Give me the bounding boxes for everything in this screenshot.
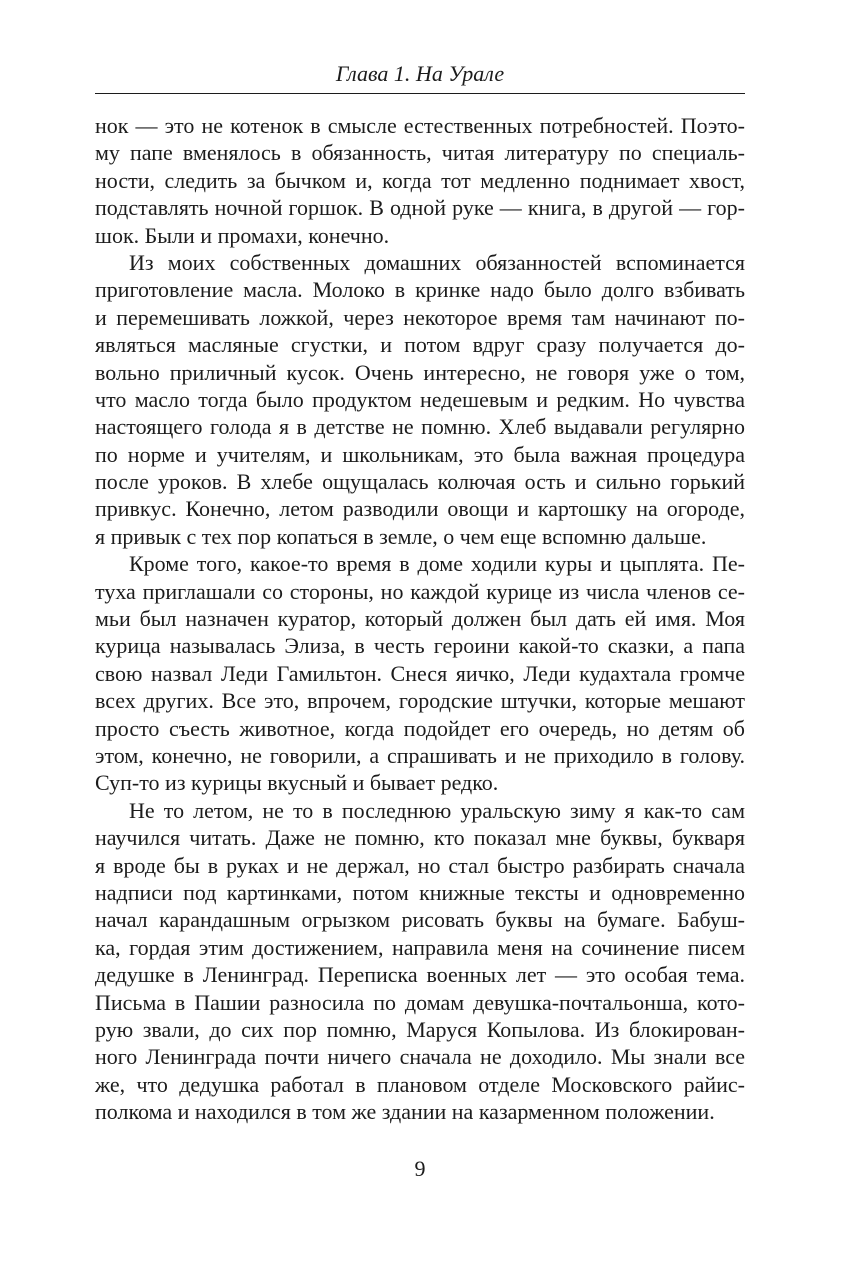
text-line: курица называлась Элиза, в честь героини какой-то сказки, а папа bbox=[95, 633, 745, 659]
text-line: я привык с тех пор копаться в земле, о чем еще вспомню дальше. bbox=[95, 523, 707, 549]
text-line: что масло тогда было продуктом недешевым и редким. Но чувства bbox=[95, 386, 745, 412]
text-line: и перемешивать ложкой, через некоторое время там начинают по- bbox=[95, 304, 745, 330]
text-line: ного Ленинграда почти ничего сначала не доходило. Мы знали все bbox=[95, 1044, 745, 1070]
text-line: Из моих собственных домашних обязанностей вспоминается bbox=[129, 249, 745, 275]
paragraph bbox=[95, 550, 745, 797]
text-line: Суп-то из курицы вкусный и бывает редко. bbox=[95, 770, 499, 796]
text-line: нок — это не котенок в смысле естественных потребностей. Поэто- bbox=[95, 113, 745, 138]
text-line: шок. Были и промахи, конечно. bbox=[95, 222, 390, 248]
text-line: туха приглашали со стороны, но каждой курице из числа членов се- bbox=[95, 578, 745, 604]
text-line: ности, следить за бычком и, когда тот медленно поднимает хвост, bbox=[95, 167, 745, 193]
text-line: начал карандашным огрызком рисовать буквы на бумаге. Бабуш- bbox=[95, 907, 745, 933]
header-rule bbox=[95, 93, 745, 94]
paragraph bbox=[95, 249, 745, 550]
text-line: настоящего голода я в детстве не помню. Хлеб выдавали регулярно bbox=[95, 414, 745, 440]
text-line: являться масляные сгустки, и потом вдруг сразу получается до- bbox=[95, 332, 745, 358]
text-line: просто съесть животное, когда подойдет его очередь, но детям об bbox=[95, 715, 745, 741]
text-line: свою назвал Леди Гамильтон. Снеся яичко, Леди кудахтала громче bbox=[95, 660, 745, 686]
paragraph bbox=[95, 112, 745, 249]
text-line: вольно приличный кусок. Очень интересно, не говоря уже о том, bbox=[95, 359, 745, 385]
text-line: этом, конечно, не говорили, а спрашивать и не приходило в голову. bbox=[95, 742, 745, 768]
text-line: мьи был назначен куратор, который должен был дать ей имя. Моя bbox=[95, 606, 745, 632]
text-line: подставлять ночной горшок. В одной руке — книга, в другой — гор- bbox=[95, 195, 745, 221]
text-line: всех других. Все это, впрочем, городские штучки, которые мешают bbox=[95, 688, 745, 714]
text-line: привкус. Конечно, летом разводили овощи и картошку на огороде, bbox=[95, 496, 745, 522]
text-line: я вроде бы в руках и не держал, но стал быстро разбирать сначала bbox=[95, 852, 745, 878]
page-number: 9 bbox=[414, 1156, 426, 1181]
text-line: дедушке в Ленинград. Переписка военных лет — это особая тема. bbox=[95, 962, 745, 988]
text-line: приготовление масла. Молоко в кринке надо было долго взбивать bbox=[95, 277, 745, 303]
text-line: ка, гордая этим достижением, направила меня на сочинение писем bbox=[95, 934, 745, 960]
text-line: му папе вменялось в обязанность, читая литературу по специаль- bbox=[95, 140, 745, 166]
text-line: Кроме того, какое-то время в доме ходили куры и цыплята. Пе- bbox=[129, 551, 745, 577]
text-line: надписи под картинками, потом книжные тексты и одновременно bbox=[95, 879, 745, 905]
text-line: полкома и находился в том же здании на казарменном положении. bbox=[95, 1099, 715, 1125]
text-line: по норме и учителям, и школьникам, это была важная процедура bbox=[95, 441, 745, 467]
text-line: же, что дедушка работал в плановом отделе Московского райис- bbox=[95, 1071, 745, 1097]
text-line: после уроков. В хлебе ощущалась колючая ость и сильно горький bbox=[95, 469, 745, 495]
body-text bbox=[95, 112, 745, 1125]
paragraph bbox=[95, 797, 745, 1126]
running-head-title: Глава 1. На Урале bbox=[335, 61, 505, 86]
text-line: научился читать. Даже не помню, кто показал мне буквы, букваря bbox=[95, 825, 745, 851]
text-line: Письма в Пашии разносила по домам девушка-почтальонша, кото- bbox=[95, 989, 745, 1015]
text-line: рую звали, до сих пор помню, Маруся Копылова. Из блокирован- bbox=[95, 1016, 745, 1042]
text-line: Не то летом, не то в последнюю уральскую зиму я как-то сам bbox=[129, 797, 745, 823]
